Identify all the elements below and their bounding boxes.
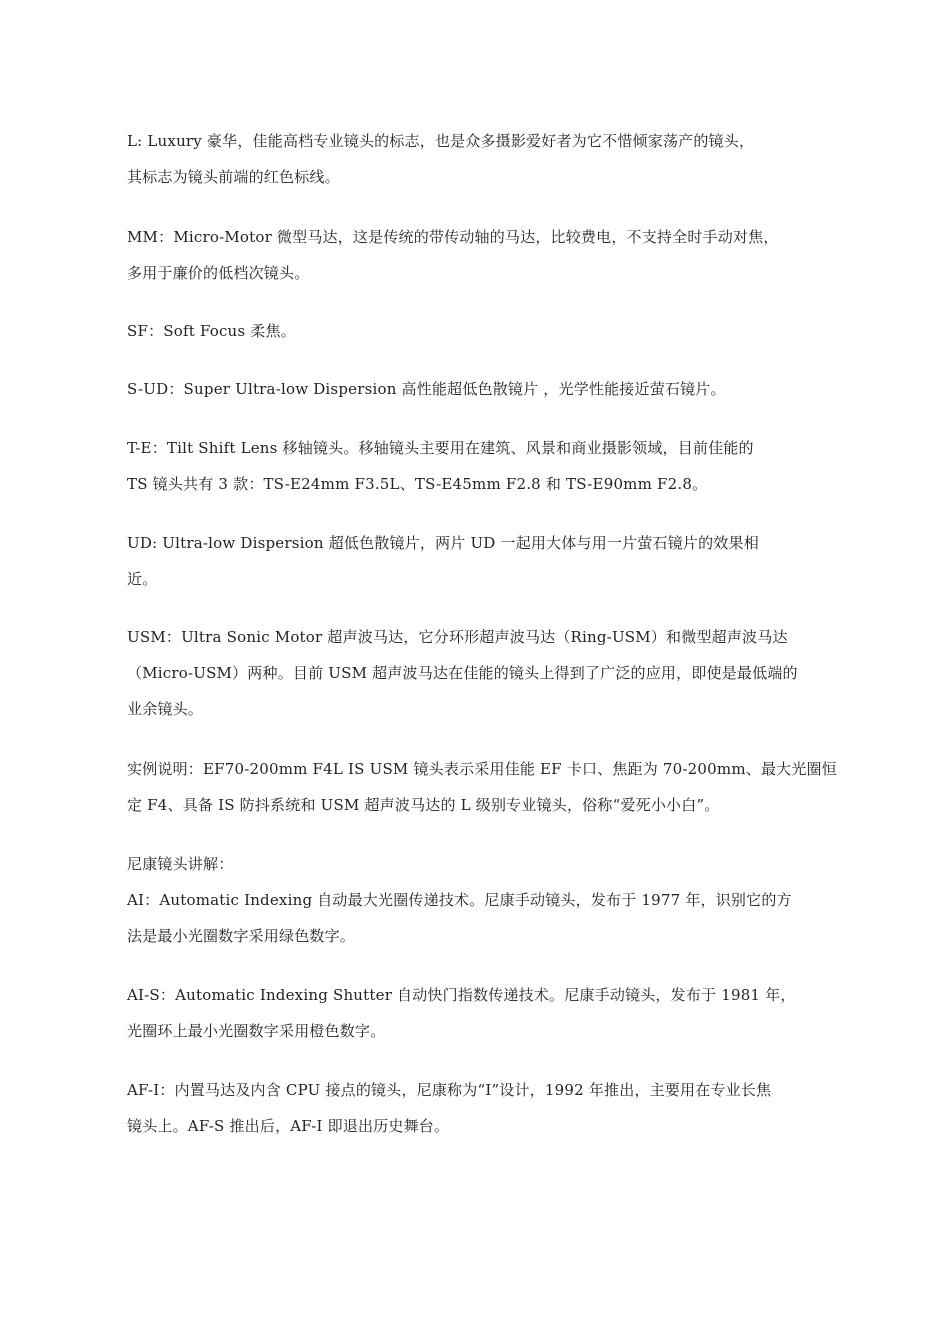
paragraph-usm-line-3: 业余镜头。 [127,700,204,718]
paragraph-sf-line-1: SF：Soft Focus 柔焦。 [127,322,296,340]
paragraph-te-line-1: T-E：Tilt Shift Lens 移轴镜头。移轴镜头主要用在建筑、风景和商业摄影领域，目前佳能的 [127,439,754,457]
paragraph-afi-line-2: 镜头上。AF-S 推出后，AF-I 即退出历史舞台。 [127,1117,450,1135]
paragraph-ai-line-1: AI：Automatic Indexing 自动最大光圈传递技术。尼康手动镜头，发布于 1977 年，识别它的方 [127,891,792,909]
paragraph-example-line-2: 定 F4、具备 IS 防抖系统和 USM 超声波马达的 L 级别专业镜头，俗称“爱死小小白”。 [127,796,720,814]
paragraph-l-line-2: 其标志为镜头前端的红色标线。 [127,168,340,186]
paragraph-sud-line-1: S-UD：Super Ultra-low Dispersion 高性能超低色散镜片 ，光学性能接近萤石镜片。 [127,380,726,398]
paragraph-ud-line-1: UD: Ultra-low Dispersion 超低色散镜片，两片 UD 一起用大体与用一片萤石镜片的效果相 [127,534,759,552]
nikon-section-heading: 尼康镜头讲解： [127,855,234,873]
paragraph-mm-line-1: MM：Micro-Motor 微型马达，这是传统的带传动轴的马达，比较费电，不支持全时手动对焦， [127,228,779,246]
paragraph-ud-line-2: 近。 [127,570,158,588]
paragraph-afi-line-1: AF-I：内置马达及内含 CPU 接点的镜头，尼康称为“I”设计，1992 年推出，主要用在专业长焦 [127,1081,772,1099]
paragraph-usm-line-2: （Micro-USM）两种。目前 USM 超声波马达在佳能的镜头上得到了广泛的应用，即使是最低端的 [127,664,798,682]
paragraph-ais-line-1: AI-S：Automatic Indexing Shutter 自动快门指数传递技术。尼康手动镜头，发布于 1981 年， [127,986,796,1004]
paragraph-example-line-1: 实例说明：EF70-200mm F4L IS USM 镜头表示采用佳能 EF 卡口、焦距为 70-200mm、最大光圈恒 [127,760,837,778]
paragraph-ai-line-2: 法是最小光圈数字采用绿色数字。 [127,927,356,945]
paragraph-l-line-1: L: Luxury 豪华，佳能高档专业镜头的标志，也是众多摄影爱好者为它不惜倾家荡产的镜头， [127,132,755,150]
paragraph-mm-line-2: 多用于廉价的低档次镜头。 [127,264,310,282]
paragraph-te-line-2: TS 镜头共有 3 款：TS-E24mm F3.5L、TS-E45mm F2.8 和 TS-E90mm F2.8。 [127,475,708,493]
paragraph-usm-line-1: USM：Ultra Sonic Motor 超声波马达，它分环形超声波马达（Ring-USM）和微型超声波马达 [127,628,788,646]
paragraph-ais-line-2: 光圈环上最小光圈数字采用橙色数字。 [127,1022,386,1040]
